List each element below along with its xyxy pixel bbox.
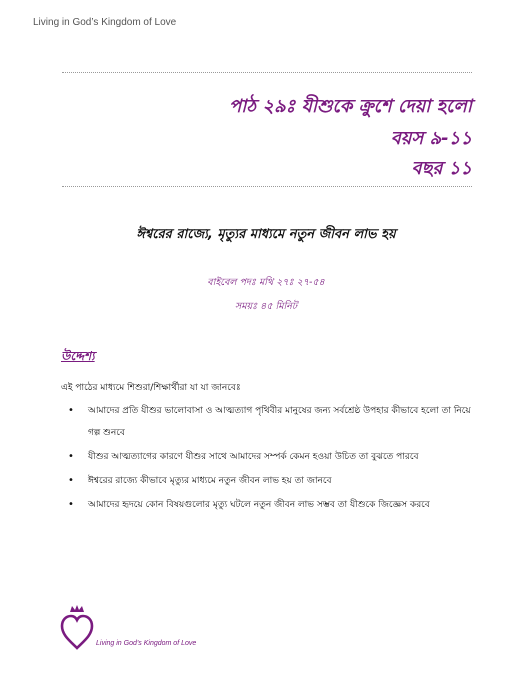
bible-verse: বাইবেল পদঃ মথি ২৭ঃ ২৭-৫৪ (207, 277, 325, 288)
objectives-list (61, 400, 481, 518)
objectives-intro: এই পাঠের মাধ্যমে শিশুরা/শিক্ষার্থীরা যা যা জানবেঃ (61, 383, 241, 393)
bottom-divider (62, 186, 472, 187)
lesson-theme: ঈশ্বরের রাজ্যে, মৃত্যুর মাধ্যমে নতুন জীবন লাভ হয় (136, 227, 396, 242)
lesson-age: বয়স ৯-১১ (390, 128, 472, 149)
lesson-year: বছর ১১ (411, 158, 472, 179)
top-divider (62, 72, 472, 73)
objective-item: • আমাদের হৃদয়ে কোন বিষয়গুলোর মৃত্যু ঘটলে নতুন জীবন লাভ সম্ভব তা যীশুকে জিজ্ঞেস করবে (61, 494, 481, 516)
lesson-title: পাঠ ২৯ঃ যীশুকে ক্রুশে দেয়া হলো (228, 96, 472, 117)
objective-item: • যীশুর আত্মত্যাগের কারণে যীশুর সাথে আমাদের সম্পর্ক কেমন হওয়া উচিত তা বুঝতে পারবে (61, 446, 481, 468)
footer-text: Living in God’s Kingdom of Love (96, 640, 197, 647)
crown-heart-icon (60, 604, 94, 650)
running-header: Living in God’s Kingdom of Love (33, 17, 177, 28)
objective-item: • ঈশ্বরের রাজ্যে কীভাবে মৃত্যুর মাধ্যমে নতুন জীবন লাভ হয় তা জানবে (61, 470, 481, 492)
objectives-heading: উদ্দেশ্য (61, 349, 95, 363)
duration: সময়ঃ ৪৫ মিনিট (234, 301, 298, 312)
objective-item: • আমাদের প্রতি যীশুর ভালোবাসা ও আত্মত্যাগ পৃথিবীর মানুষের জন্য সর্বশ্রেষ্ঠ উপহার কীভাবে হলো তা নিয়ে গল্প শুনবে (61, 400, 481, 444)
